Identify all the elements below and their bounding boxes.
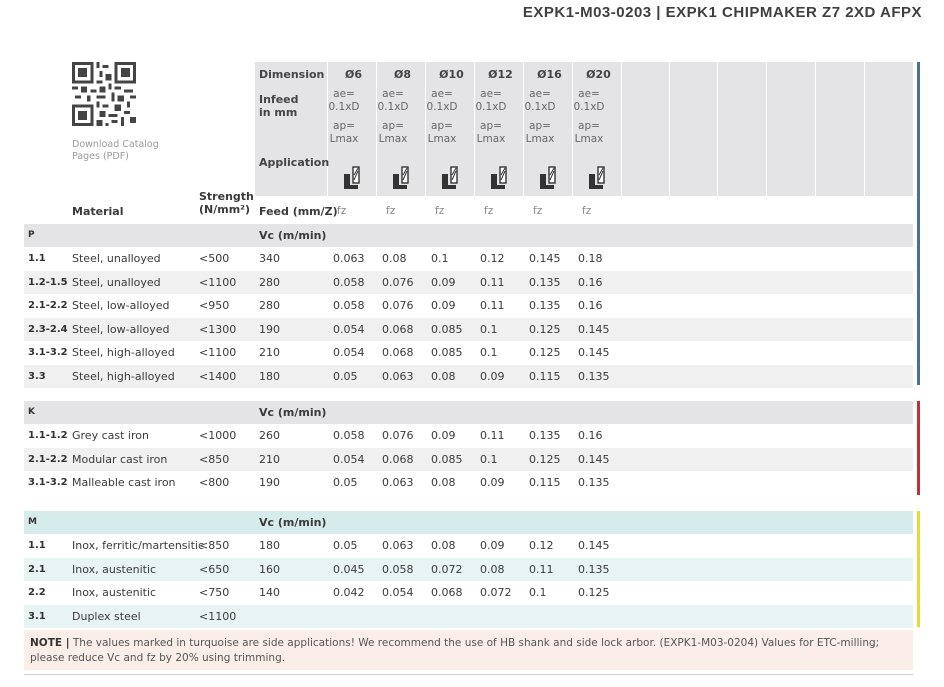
material-code: 2.1-2.2 [28, 453, 68, 465]
fz-value: 0.063 [382, 539, 414, 552]
material-column-header: Material [72, 205, 124, 218]
material-code: 3.1-3.2 [28, 477, 68, 489]
material-name: Steel, high-alloyed [72, 346, 175, 360]
material-code: 1.1 [28, 253, 46, 264]
fz-value: 0.12 [529, 539, 554, 552]
fz-value: 0.076 [382, 429, 414, 442]
column-divider [717, 62, 718, 196]
fz-value: 0.063 [382, 370, 414, 383]
material-name: Malleable cast iron [72, 476, 176, 490]
vc-value: 160 [259, 562, 280, 576]
material-name: Steel, high-alloyed [72, 370, 175, 383]
fz-value: 0.063 [382, 476, 414, 490]
material-group-code: M [28, 517, 37, 527]
material-code: 3.1-3.2 [28, 347, 68, 359]
fz-value: 0.076 [382, 275, 414, 289]
strength-value: <850 [199, 452, 230, 466]
fz-value: 0.068 [431, 586, 463, 600]
strength-column-header: Strength (N/mm²) [199, 190, 254, 216]
table-row-stripe [24, 605, 913, 628]
material-code: 3.3 [28, 371, 46, 382]
material-name: Steel, low-alloyed [72, 322, 170, 336]
fz-value: 0.058 [382, 562, 414, 576]
material-name: Inox, austenitic [72, 562, 157, 576]
fz-value: 0.1 [480, 452, 498, 466]
fz-value: 0.054 [333, 322, 365, 336]
material-name: Duplex steel [72, 609, 141, 623]
material-code: 1.2-1.5 [28, 276, 68, 288]
column-divider [669, 62, 670, 196]
infeed-ap: ap= Lmax [525, 120, 555, 145]
fz-value: 0.115 [529, 370, 561, 383]
infeed-ae: ae= 0.1xD [524, 88, 556, 113]
fz-value: 0.042 [333, 586, 365, 600]
vc-label: Vc (m/min) [259, 516, 327, 529]
vc-value: 210 [259, 346, 280, 360]
fz-value: 0.054 [333, 346, 365, 360]
vc-value: 280 [259, 299, 280, 313]
column-divider [864, 62, 865, 196]
strength-value: <500 [199, 252, 230, 265]
fz-value: 0.125 [529, 346, 561, 360]
material-name: Inox, austenitic [72, 586, 157, 600]
dimension-header: Ø20 [586, 68, 611, 81]
material-code: 3.1 [28, 610, 46, 622]
fz-value: 0.18 [578, 252, 603, 265]
table-row-stripe [24, 558, 913, 581]
side-milling-icon [584, 165, 610, 195]
fz-value: 0.135 [578, 476, 610, 490]
fz-header: fz [337, 205, 347, 217]
material-group-color-bar [917, 511, 920, 627]
note-text: The values marked in turquoise are side applications! We recommend the use of HB shank and side lock arbor. (EXPK1-M03-0204) Values for ETC-milling; please reduce Vc and fz by 20% using trimming. [30, 637, 880, 664]
fz-value: 0.16 [578, 429, 603, 442]
fz-value: 0.1 [529, 586, 547, 600]
infeed-ap: ap= Lmax [427, 120, 457, 145]
group-header-row [24, 224, 913, 247]
vc-value: 340 [259, 252, 280, 265]
dimension-header: Ø16 [537, 68, 562, 81]
vc-value: 180 [259, 370, 280, 383]
fz-value: 0.08 [382, 252, 407, 265]
fz-value: 0.085 [431, 322, 463, 336]
material-group-color-bar [917, 401, 920, 495]
infeed-ap: ap= Lmax [378, 120, 408, 145]
fz-value: 0.058 [333, 299, 365, 313]
vc-value: 180 [259, 539, 280, 552]
fz-value: 0.085 [431, 452, 463, 466]
note-label: NOTE | [30, 637, 70, 649]
material-name: Modular cast iron [72, 452, 168, 466]
fz-value: 0.058 [333, 429, 365, 442]
fz-value: 0.145 [578, 322, 610, 336]
infeed-ap: ap= Lmax [574, 120, 604, 145]
fz-value: 0.115 [529, 476, 561, 490]
fz-value: 0.08 [480, 562, 505, 576]
fz-value: 0.16 [578, 275, 603, 289]
infeed-ap: ap= Lmax [476, 120, 506, 145]
material-code: 2.3-2.4 [28, 323, 68, 335]
material-group-code: K [28, 407, 35, 417]
side-milling-icon [535, 165, 561, 195]
fz-value: 0.08 [431, 370, 456, 383]
note [30, 636, 900, 666]
fz-value: 0.09 [431, 299, 456, 313]
application-label: Application [259, 156, 330, 169]
material-code: 2.2 [28, 587, 46, 599]
qr-caption[interactable]: Download Catalog Pages (PDF) [72, 139, 159, 162]
material-name: Grey cast iron [72, 429, 149, 442]
strength-value: <1000 [199, 429, 237, 442]
strength-value: <950 [199, 299, 230, 313]
fz-value: 0.145 [578, 539, 610, 552]
fz-value: 0.125 [578, 586, 610, 600]
fz-value: 0.05 [333, 370, 358, 383]
material-name: Steel, unalloyed [72, 252, 161, 265]
feed-column-header: Feed (mm/Z) [259, 205, 338, 218]
fz-value: 0.09 [480, 539, 505, 552]
document-title: EXPK1-M03-0203 | EXPK1 CHIPMAKER Z7 2XD AFPX [522, 4, 922, 21]
strength-value: <1100 [199, 609, 237, 623]
strength-value: <750 [199, 586, 230, 600]
fz-header: fz [484, 205, 494, 217]
fz-value: 0.145 [578, 346, 610, 360]
dimension-header: Ø6 [344, 68, 362, 81]
material-name: Inox, ferritic/martensitic [72, 539, 205, 552]
fz-value: 0.135 [529, 299, 561, 313]
infeed-ap: ap= Lmax [329, 120, 359, 145]
fz-value: 0.054 [333, 452, 365, 466]
side-milling-icon [486, 165, 512, 195]
fz-value: 0.09 [431, 275, 456, 289]
infeed-ae: ae= 0.1xD [475, 88, 507, 113]
vc-value: 140 [259, 586, 280, 600]
fz-header: fz [582, 205, 592, 217]
fz-value: 0.072 [431, 562, 463, 576]
fz-value: 0.125 [529, 452, 561, 466]
dimension-label: Dimension [259, 68, 325, 81]
fz-value: 0.068 [382, 322, 414, 336]
fz-value: 0.068 [382, 346, 414, 360]
fz-value: 0.05 [333, 476, 358, 490]
fz-value: 0.08 [431, 539, 456, 552]
vc-value: 280 [259, 275, 280, 289]
fz-value: 0.135 [529, 275, 561, 289]
fz-value: 0.045 [333, 562, 365, 576]
fz-value: 0.145 [529, 252, 561, 265]
infeed-ae: ae= 0.1xD [426, 88, 458, 113]
fz-header: fz [386, 205, 396, 217]
column-divider [815, 62, 816, 196]
side-milling-icon [339, 165, 365, 195]
vc-value: 190 [259, 476, 280, 490]
side-milling-icon [437, 165, 463, 195]
vc-label: Vc (m/min) [259, 406, 327, 419]
fz-value: 0.135 [529, 429, 561, 442]
fz-value: 0.1 [480, 322, 498, 336]
strength-value: <800 [199, 476, 230, 490]
fz-header: fz [435, 205, 445, 217]
material-group-color-bar [917, 62, 920, 385]
material-code: 2.1 [28, 563, 46, 575]
fz-value: 0.05 [333, 539, 358, 552]
fz-value: 0.135 [578, 370, 610, 383]
infeed-label: Infeed in mm [259, 93, 299, 119]
infeed-ae: ae= 0.1xD [573, 88, 605, 113]
fz-value: 0.145 [578, 452, 610, 466]
fz-value: 0.11 [480, 275, 505, 289]
fz-header: fz [533, 205, 543, 217]
fz-value: 0.058 [333, 275, 365, 289]
fz-value: 0.1 [431, 252, 449, 265]
material-code: 1.1 [28, 540, 46, 551]
infeed-ae: ae= 0.1xD [328, 88, 360, 113]
column-divider [621, 62, 622, 196]
strength-value: <1100 [199, 275, 237, 289]
dimension-header: Ø12 [488, 68, 513, 81]
fz-value: 0.11 [480, 429, 505, 442]
fz-value: 0.072 [480, 586, 512, 600]
fz-value: 0.09 [480, 370, 505, 383]
fz-value: 0.08 [431, 476, 456, 490]
fz-value: 0.076 [382, 299, 414, 313]
fz-value: 0.12 [480, 252, 505, 265]
bottom-divider [24, 674, 913, 675]
strength-value: <850 [199, 539, 230, 552]
material-group-code: P [28, 230, 35, 240]
fz-value: 0.16 [578, 299, 603, 313]
dimension-header: Ø10 [439, 68, 464, 81]
fz-value: 0.068 [382, 452, 414, 466]
material-code: 2.1-2.2 [28, 300, 68, 312]
vc-label: Vc (m/min) [259, 229, 327, 242]
fz-value: 0.09 [480, 476, 505, 490]
material-code: 1.1-1.2 [28, 430, 68, 441]
fz-value: 0.085 [431, 346, 463, 360]
dimension-header: Ø8 [393, 68, 411, 81]
material-name: Steel, unalloyed [72, 275, 161, 289]
fz-value: 0.11 [480, 299, 505, 313]
fz-value: 0.063 [333, 252, 365, 265]
fz-value: 0.054 [382, 586, 414, 600]
side-milling-icon [388, 165, 414, 195]
group-header-row [24, 401, 913, 424]
fz-value: 0.11 [529, 562, 554, 576]
column-divider [766, 62, 767, 196]
fz-value: 0.1 [480, 346, 498, 360]
infeed-ae: ae= 0.1xD [377, 88, 409, 113]
strength-value: <650 [199, 562, 230, 576]
vc-value: 190 [259, 322, 280, 336]
fz-value: 0.09 [431, 429, 456, 442]
group-header-row [24, 511, 913, 534]
strength-value: <1100 [199, 346, 237, 360]
fz-value: 0.135 [578, 562, 610, 576]
vc-value: 260 [259, 429, 280, 442]
vc-value: 210 [259, 452, 280, 466]
strength-value: <1400 [199, 370, 237, 383]
material-name: Steel, low-alloyed [72, 299, 170, 313]
strength-value: <1300 [199, 322, 237, 336]
qr-code-icon[interactable] [72, 62, 136, 126]
fz-value: 0.125 [529, 322, 561, 336]
